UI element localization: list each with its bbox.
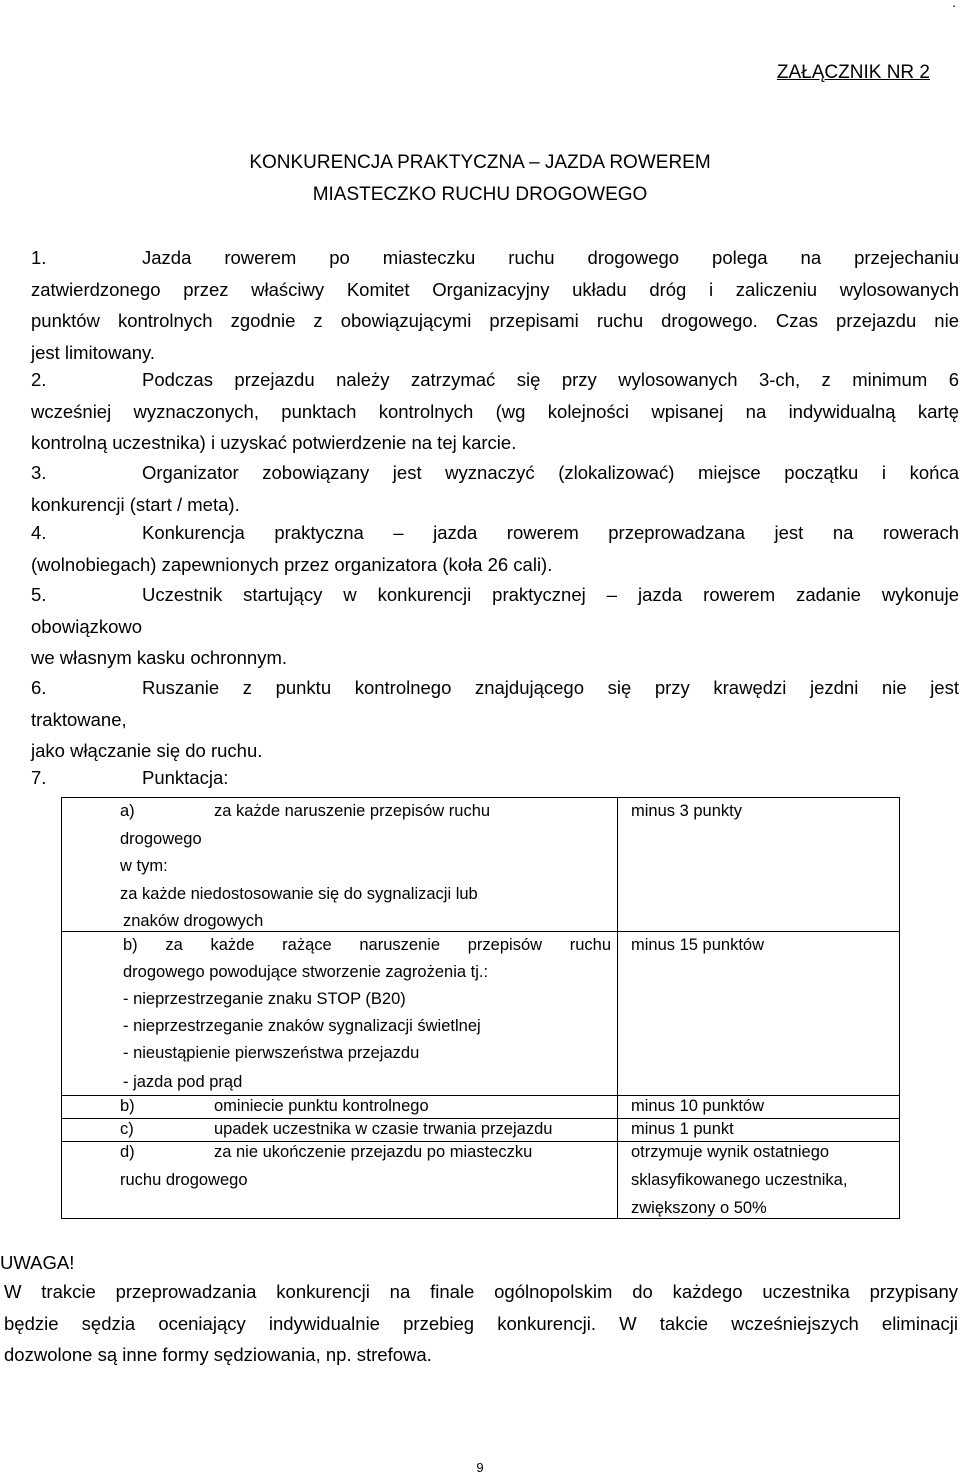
paragraph-4: [31, 517, 959, 580]
row-text: - nieprzestrzeganie znaków sygnalizacji świetlnej: [123, 1017, 481, 1035]
paragraph-number: 4.: [31, 522, 47, 543]
paragraph-text: Podczas przejazdu należy zatrzymać się przy wylosowanych 3-ch, z minimum 6: [142, 369, 959, 390]
row-text: drogowego powodujące stworzenie zagrożenia tj.:: [123, 963, 489, 981]
corner-mark: .: [952, 0, 956, 10]
paragraph-number: 7.: [31, 767, 47, 788]
paragraph-line: [31, 457, 959, 489]
table-row-divider: [62, 1095, 899, 1096]
row-text: za nie ukończenie przejazdu po miasteczku: [214, 1143, 533, 1161]
row-text: upadek uczestnika w czasie trwania przejazdu: [214, 1120, 553, 1138]
document-title-line2: MIASTECZKO RUCHU DROGOWEGO: [312, 184, 648, 205]
paragraph-text: Konkurencja praktyczna – jazda rowerem przeprowadzana jest na rowerach: [142, 522, 959, 543]
row-points: otrzymuje wynik ostatniego: [631, 1143, 830, 1161]
document-title-line1: KONKURENCJA PRAKTYCZNA – JAZDA ROWEREM: [249, 152, 711, 173]
paragraph-line: [31, 762, 959, 794]
row-points: minus 1 punkt: [631, 1120, 734, 1138]
paragraph-1: [31, 242, 959, 368]
table-row: [120, 1097, 429, 1116]
table-column-divider: [617, 798, 618, 1218]
paragraph-number: 1.: [31, 247, 47, 268]
row-label: d): [120, 1143, 135, 1161]
row-text: b) za każde rażące naruszenie przepisów ruchu: [123, 936, 611, 954]
table-row-divider: [62, 1141, 899, 1142]
paragraph-number: 5.: [31, 584, 47, 605]
paragraph-line: W trakcie przeprowadzania konkurencji na finale ogólnopolskim do każdego uczestnika przypisany: [4, 1281, 958, 1302]
paragraph-7: [31, 762, 959, 794]
paragraph-line: [31, 579, 959, 611]
warning-paragraph: [4, 1276, 958, 1371]
paragraph-line: traktowane,: [31, 708, 127, 730]
paragraph-number: 3.: [31, 462, 47, 483]
table-row-divider: [62, 931, 899, 932]
row-text: - nieprzestrzeganie znaku STOP (B20): [123, 990, 406, 1008]
paragraph-3: [31, 457, 959, 520]
row-label: b): [120, 1097, 135, 1115]
table-row: [120, 1143, 532, 1162]
paragraph-line: punktów kontrolnych zgodnie z obowiązującymi przepisami ruchu drogowego. Czas przejazdu nie: [31, 310, 959, 331]
paragraph-number: 2.: [31, 369, 47, 390]
paragraph-line: kontrolną uczestnika) i uzyskać potwierdzenie na tej karcie.: [31, 432, 517, 453]
paragraph-line: we własnym kasku ochronnym.: [31, 647, 288, 668]
paragraph-line: będzie sędzia oceniający indywidualnie przebieg konkurencji. W takcie wcześniejszych eliminacji: [4, 1312, 958, 1334]
row-text: ominiecie punktu kontrolnego: [214, 1097, 429, 1115]
table-row: [120, 1120, 552, 1139]
paragraph-text: Punktacja:: [142, 767, 229, 788]
paragraph-number: 6.: [31, 677, 47, 698]
paragraph-line: dozwolone są inne formy sędziowania, np. strefowa.: [4, 1344, 432, 1365]
scoring-table: [61, 797, 900, 1219]
row-points: minus 3 punkty: [631, 802, 742, 820]
paragraph-5: [31, 579, 959, 674]
paragraph-line: jako włączanie się do ruchu.: [31, 740, 263, 761]
row-text: - jazda pod prąd: [123, 1073, 243, 1091]
annex-title: ZAŁĄCZNIK NR 2: [776, 62, 930, 83]
paragraph-line: (wolnobiegach) zapewnionych przez organizatora (koła 26 cali).: [31, 553, 553, 575]
paragraph-text: Organizator zobowiązany jest wyznaczyć (zlokalizować) miejsce początku i końca: [142, 462, 959, 483]
paragraph-line: [31, 517, 959, 549]
paragraph-text: Jazda rowerem po miasteczku ruchu drogowego polega na przejechaniu: [142, 247, 959, 268]
row-text: za każde niedostosowanie się do sygnalizacji lub: [120, 885, 478, 903]
row-points: sklasyfikowanego uczestnika,: [631, 1171, 848, 1189]
row-points: zwiększony o 50%: [631, 1199, 767, 1217]
row-points: minus 10 punktów: [631, 1097, 764, 1115]
row-text: ruchu drogowego: [120, 1171, 248, 1189]
row-text: za każde naruszenie przepisów ruchu: [214, 802, 491, 820]
paragraph-text: Ruszanie z punktu kontrolnego znajdującego się przy krawędzi jezdni nie jest: [142, 677, 959, 698]
row-text: - nieustąpienie pierwszeństwa przejazdu: [123, 1044, 420, 1062]
paragraph-line: zatwierdzonego przez właściwy Komitet Organizacyjny układu dróg i zaliczeniu wylosowanych: [31, 278, 959, 300]
table-row-divider: [62, 1118, 899, 1119]
paragraph-line: [31, 672, 959, 704]
paragraph-6: [31, 672, 959, 767]
row-text: w tym:: [120, 857, 168, 875]
row-points: minus 15 punktów: [631, 936, 764, 954]
warning-label: UWAGA!: [0, 1252, 75, 1273]
paragraph-line: wcześniej wyznaczonych, punktach kontrolnych (wg kolejności wpisanej na indywidualną kartę: [31, 400, 959, 422]
paragraph-line: jest limitowany.: [31, 341, 156, 363]
paragraph-line: konkurencji (start / meta).: [31, 493, 240, 515]
paragraph-text: Uczestnik startujący w konkurencji praktycznej – jazda rowerem zadanie wykonuje: [142, 584, 959, 605]
paragraph-line: [31, 364, 959, 396]
row-text: znaków drogowych: [123, 912, 264, 930]
paragraph-2: [31, 364, 959, 459]
row-text: drogowego: [120, 830, 202, 848]
paragraph-line: obowiązkowo: [31, 615, 143, 637]
row-label: a): [120, 802, 135, 820]
page-number: 9: [476, 1460, 484, 1475]
paragraph-line: [31, 242, 959, 274]
row-label: c): [120, 1120, 134, 1138]
table-row: [120, 802, 490, 821]
